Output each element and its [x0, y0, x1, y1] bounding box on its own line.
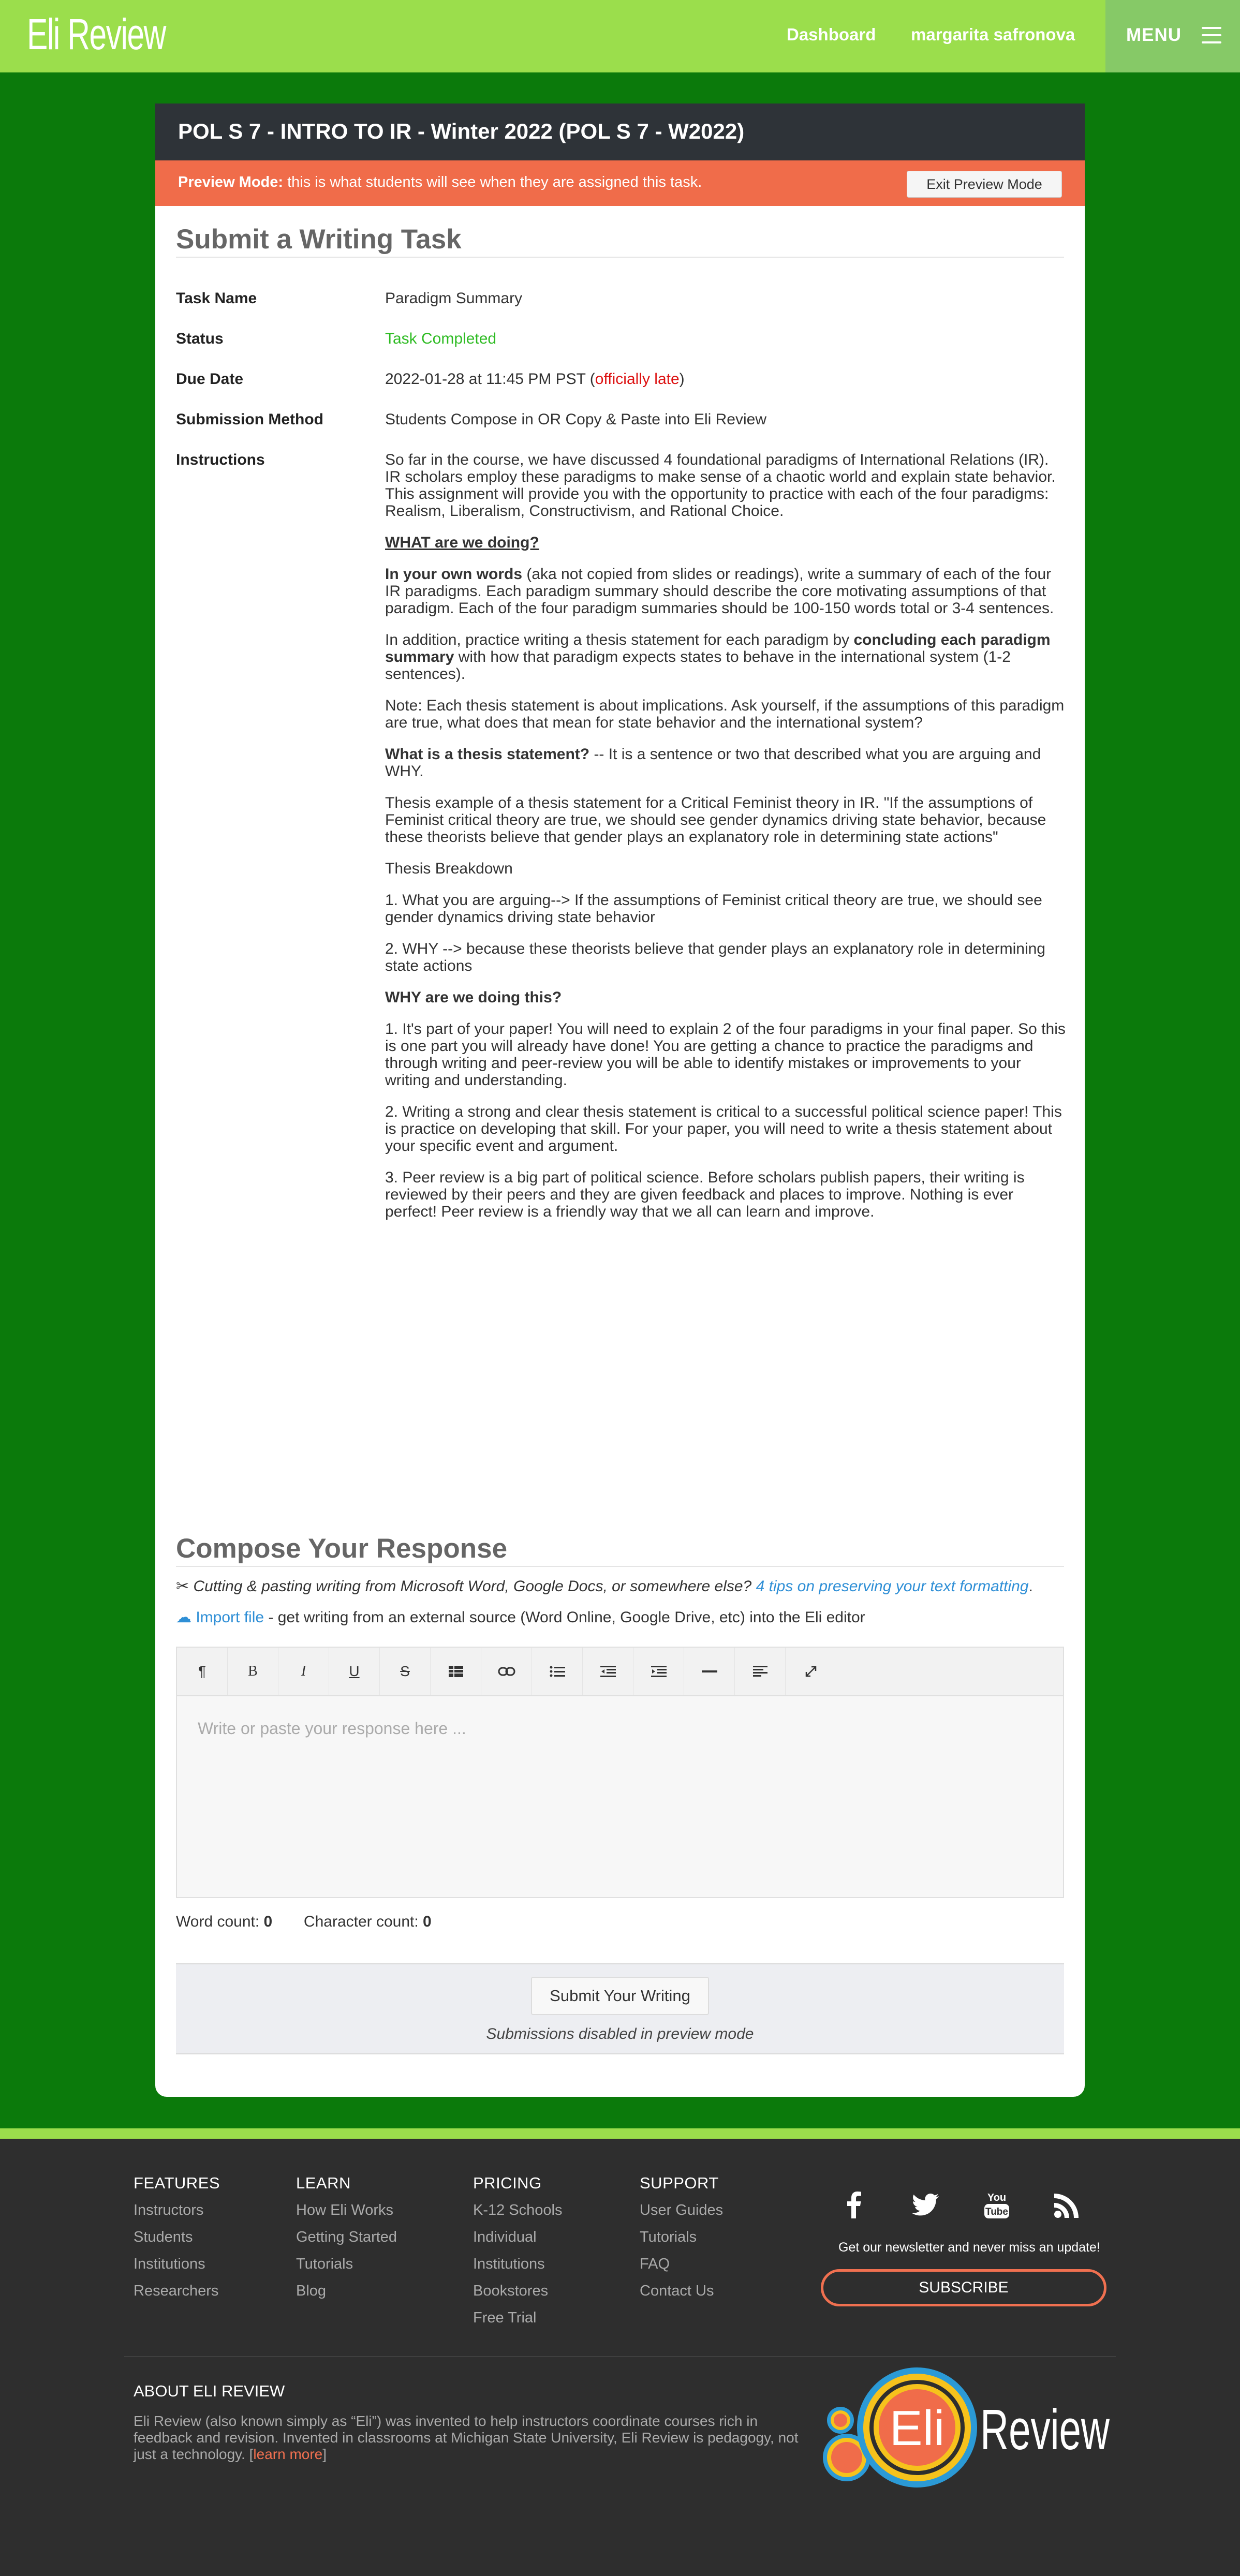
instructions-paragraph [385, 566, 1066, 617]
compose-response-title: Compose Your Response [176, 1533, 508, 1564]
footer-link-institutions-pricing[interactable]: Institutions [473, 2256, 545, 2272]
emphasis: concluding each paradigm summary [385, 631, 1051, 665]
exit-preview-button[interactable]: Exit Preview Mode [907, 171, 1062, 198]
menu-button[interactable] [1105, 0, 1240, 72]
footer-stripe [0, 2128, 1240, 2139]
emphasis: What is a thesis statement? [385, 746, 590, 763]
scissors-icon: ✂ [176, 1578, 189, 1595]
footer-link-instructors[interactable]: Instructors [134, 2202, 204, 2218]
instructions-paragraph: So far in the course, we have discussed 4 foundational paradigms of International Relations (IR). IR scholars employ these paradigms to make sense of a chaotic world and explain state behavior. This assignment will provide you with the opportunity to practice with each of the four paradigms: Realism, Liberalism, Constructivism, and Rational Choice. [385, 451, 1056, 520]
eli-review-logo[interactable]: Eli Review [27, 10, 166, 58]
rss-icon[interactable] [1051, 2188, 1084, 2222]
word-count-value: 0 [263, 1913, 273, 1930]
underline-icon[interactable]: U [329, 1648, 380, 1695]
submit-task-title: Submit a Writing Task [176, 224, 462, 255]
learn-heading: LEARN [296, 2174, 351, 2192]
paragraph-text: In addition, practice writing a thesis statement for each paradigm by [385, 631, 854, 648]
about-description: Eli Review (also known simply as “Eli”) was invented to help instructors coordinate courses rich in feedback and revision. Invented in classrooms at Michigan State University, Eli Review is pedagogy, not just a technology. [ [134, 2413, 799, 2462]
instructions-paragraph: 3. Peer review is a big part of political science. Before scholars publish papers, their writing is reviewed by their peers and they are given feedback and places to improve. Nothing is ever perfect! Peer review is a friendly way that we all can learn and improve. [385, 1169, 1025, 1220]
footer-link-contact-us[interactable]: Contact Us [640, 2283, 714, 2299]
italic-icon[interactable]: I [278, 1648, 329, 1695]
support-heading: SUPPORT [640, 2174, 719, 2192]
about-end: ] [322, 2446, 327, 2462]
instructions-paragraph: 2. WHY --> because these theorists believe that gender plays an explanatory role in determining state actions [385, 940, 1045, 974]
subscribe-button[interactable]: SUBSCRIBE [821, 2269, 1106, 2306]
due-date-value [385, 371, 685, 388]
newsletter-text: Get our newsletter and never miss an update! [838, 2240, 1100, 2255]
instructions-body [385, 451, 1066, 1235]
paragraph-text: (aka not copied from slides or readings), write a summary of each of the four IR paradigms. Each paradigm summary should describe the core motivating assumptions of that paradigm. Each of the four paradigm summaries should be 100-150 words total or 3-4 sentences. [385, 566, 1054, 617]
task-name-value: Paradigm Summary [385, 290, 523, 307]
hamburger-icon [1202, 27, 1221, 43]
paragraph-text: -- It is a sentence or two that described what you are arguing and WHY. [385, 746, 1041, 780]
import-file-link[interactable]: Import file [196, 1609, 264, 1626]
paragraph-text: with how that paradigm expects states to behave in the international system (1-2 sentences). [385, 648, 1011, 683]
footer-link-user-guides[interactable]: User Guides [640, 2202, 724, 2218]
pricing-heading: PRICING [473, 2174, 542, 2192]
submit-panel [176, 1963, 1064, 2054]
footer-link-institutions[interactable]: Institutions [134, 2256, 205, 2272]
due-date-text: 2022-01-28 at 11:45 PM PST ( [385, 371, 595, 388]
footer-link-bookstores[interactable]: Bookstores [473, 2283, 549, 2299]
footer-link-researchers[interactable]: Researchers [134, 2283, 219, 2299]
course-title: POL S 7 - INTRO TO IR - Winter 2022 (POL S 7 - W2022) [178, 119, 745, 143]
status-value: Task Completed [385, 330, 497, 347]
section-divider [176, 1566, 1064, 1567]
strikethrough-icon[interactable]: S [380, 1648, 431, 1695]
footer-link-blog[interactable]: Blog [296, 2283, 327, 2299]
preview-mode-text [178, 174, 702, 191]
learn-more-link[interactable]: learn more [253, 2446, 323, 2462]
instructions-paragraph: Thesis Breakdown [385, 860, 513, 877]
indent-icon[interactable] [633, 1648, 684, 1695]
counts-row [176, 1913, 432, 1931]
align-icon[interactable] [735, 1648, 786, 1695]
preview-mode-banner [155, 160, 1085, 206]
site-footer [0, 2139, 1240, 2576]
course-header [155, 103, 1085, 160]
footer-logo-eli-text: Eli [889, 2401, 945, 2456]
bulleted-list-icon[interactable] [532, 1648, 583, 1695]
youtube-tube-text: Tube [985, 2207, 1008, 2217]
formatting-tips-link[interactable]: 4 tips on preserving your text formatting [756, 1578, 1029, 1595]
submit-writing-button[interactable]: Submit Your Writing [531, 1977, 709, 2015]
submissions-disabled-note: Submissions disabled in preview mode [486, 2025, 754, 2042]
facebook-icon[interactable] [837, 2188, 870, 2222]
footer-link-k12-schools[interactable]: K-12 Schools [473, 2202, 563, 2218]
preview-mode-description: this is what students will see when they are assigned this task. [283, 174, 702, 190]
footer-link-getting-started[interactable]: Getting Started [296, 2229, 397, 2245]
editor-placeholder: Write or paste your response here ... [198, 1719, 466, 1738]
link-icon[interactable] [481, 1648, 532, 1695]
outdent-icon[interactable] [583, 1648, 633, 1695]
submission-method-value: Students Compose in OR Copy & Paste into Eli Review [385, 411, 767, 428]
emphasis: In your own words [385, 566, 523, 583]
emphasis: WHY are we doing this? [385, 989, 562, 1006]
task-card [155, 103, 1085, 2097]
features-heading: FEATURES [134, 2174, 220, 2192]
footer-link-individual[interactable]: Individual [473, 2229, 537, 2245]
user-profile-link[interactable]: margarita safronova [911, 25, 1075, 44]
what-heading: WHAT are we doing? [385, 534, 539, 551]
import-file-description: - get writing from an external source (Word Online, Google Drive, etc) into the Eli editor [264, 1609, 865, 1626]
footer-link-tutorials-support[interactable]: Tutorials [640, 2229, 697, 2245]
submission-method-label: Submission Method [176, 411, 323, 428]
bold-icon[interactable]: B [228, 1648, 278, 1695]
instructions-paragraph [385, 746, 1066, 780]
fullscreen-icon[interactable] [786, 1648, 836, 1695]
word-count-label: Word count: [176, 1913, 260, 1930]
instructions-paragraph: Note: Each thesis statement is about implications. Ask yourself, if the assumptions of this paradigm are true, what does that mean for state behavior and the international system? [385, 697, 1065, 731]
why-heading [385, 989, 1066, 1006]
task-name-label: Task Name [176, 290, 257, 307]
about-heading: ABOUT ELI REVIEW [134, 2382, 285, 2400]
character-count-label: Character count: [303, 1913, 419, 1930]
footer-divider [124, 2356, 1116, 2357]
paragraph-icon[interactable]: ¶ [177, 1648, 228, 1695]
editor-toolbar [176, 1647, 1064, 1696]
formatting-tip [176, 1577, 1033, 1595]
response-editor[interactable] [176, 1696, 1064, 1898]
cloud-upload-icon: ☁ [176, 1609, 191, 1626]
due-date-close: ) [679, 371, 685, 388]
horizontal-rule-icon[interactable] [684, 1648, 735, 1695]
character-count-value: 0 [423, 1913, 432, 1930]
instructions-paragraph: 1. What you are arguing--> If the assumptions of Feminist critical theory are true, we should see gender dynamics driving state behavior [385, 892, 1042, 926]
footer-link-faq[interactable]: FAQ [640, 2256, 670, 2272]
status-label: Status [176, 330, 224, 347]
import-file-row [176, 1608, 865, 1626]
footer-link-students[interactable]: Students [134, 2229, 193, 2245]
section-divider [176, 257, 1064, 258]
instructions-paragraph: Thesis example of a thesis statement for a Critical Feminist theory in IR. "If the assumptions of Feminist critical theory are true, we should see gender dynamics driving state behavior, because these theorists believe that gender plays an explanatory role in determining state actions" [385, 794, 1046, 846]
footer-link-how-eli-works[interactable]: How Eli Works [296, 2202, 393, 2218]
top-navbar [0, 0, 1240, 72]
footer-link-tutorials[interactable]: Tutorials [296, 2256, 353, 2272]
formatting-tip-text: Cutting & pasting writing from Microsoft Word, Google Docs, or somewhere else? [193, 1578, 752, 1595]
instructions-label: Instructions [176, 451, 265, 468]
youtube-you-text: You [987, 2192, 1007, 2203]
table-icon[interactable] [431, 1648, 481, 1695]
dashboard-link[interactable]: Dashboard [787, 25, 876, 44]
menu-label: MENU [1126, 25, 1182, 45]
preview-mode-label: Preview Mode: [178, 174, 284, 190]
twitter-icon[interactable] [909, 2188, 942, 2222]
instructions-paragraph: 2. Writing a strong and clear thesis statement is critical to a successful political science paper! This is practice on developing that skill. For your paper, you will need to write a thesis statement about your specific event and argument. [385, 1103, 1062, 1154]
youtube-icon[interactable] [980, 2188, 1013, 2222]
instructions-paragraph: 1. It's part of your paper! You will need to explain 2 of the four paradigms in your final paper. So this is one part you will already have done! You are getting a chance to practice the paradigms and through writing and peer-review you will be able to identify mistakes or improvements to your writing and understanding. [385, 1020, 1066, 1089]
about-text [134, 2413, 806, 2463]
eli-review-footer-logo[interactable] [821, 2366, 1111, 2496]
instructions-paragraph [385, 631, 1066, 683]
footer-link-free-trial[interactable]: Free Trial [473, 2309, 537, 2326]
footer-logo-review-text: Review [980, 2398, 1110, 2462]
formatting-tip-end: . [1028, 1578, 1033, 1595]
due-date-label: Due Date [176, 371, 244, 388]
late-badge: officially late [595, 371, 680, 388]
